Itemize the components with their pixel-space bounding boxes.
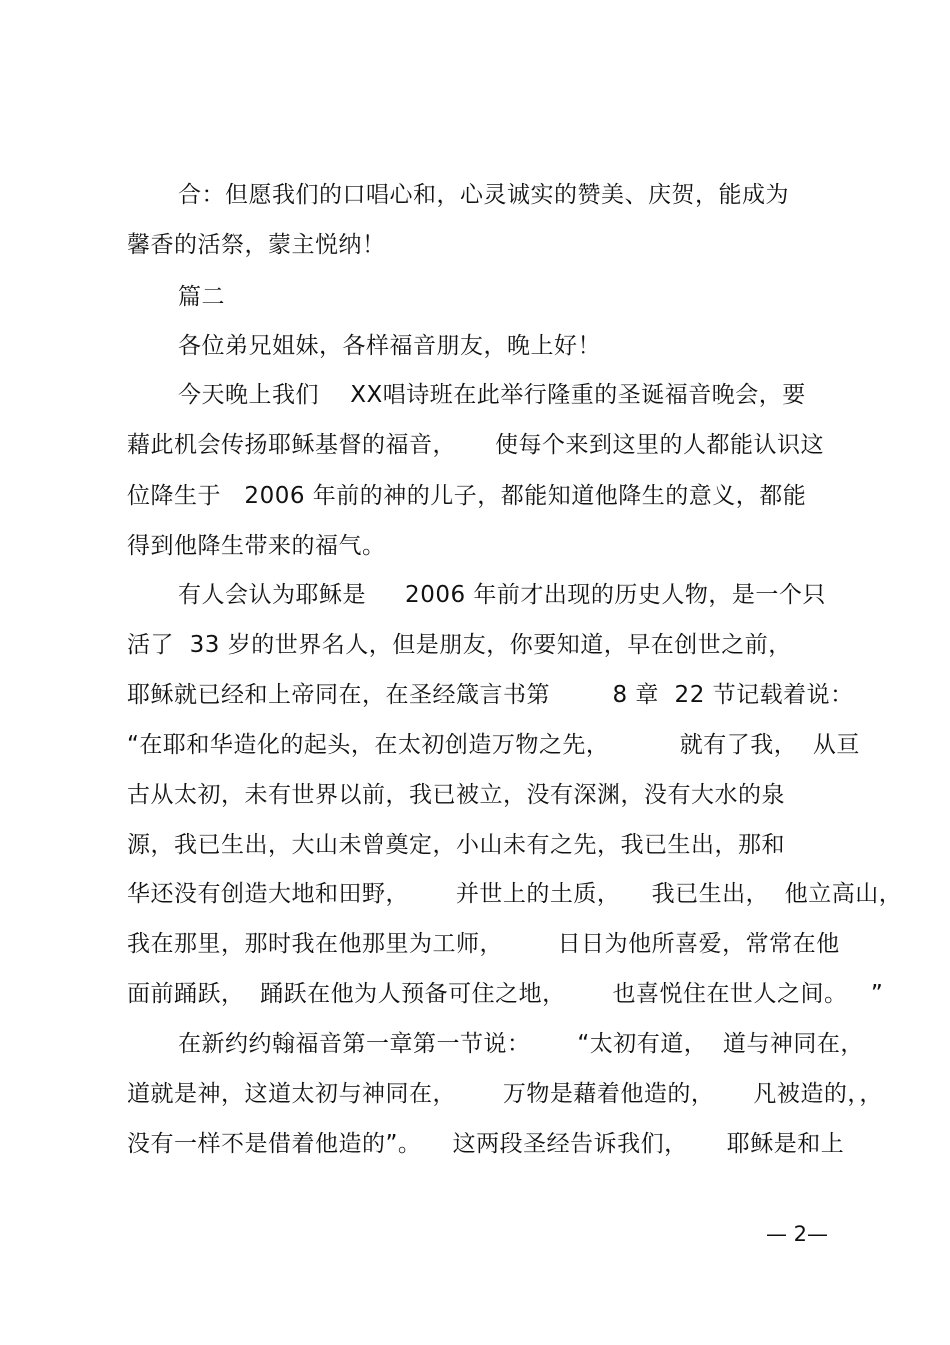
text-line: 得到他降生带来的福气。 bbox=[127, 533, 386, 559]
text-line: 藉此机会传扬耶稣基督的福音， 使每个来到这里的人都能认识这 bbox=[127, 432, 825, 458]
page-number: — 2— bbox=[765, 1222, 828, 1246]
text-line: “在耶和华造化的起头，在太初创造万物之先， 就有了我， 从亘 bbox=[127, 732, 860, 758]
text-line: 位降生于 2006 年前的神的儿子，都能知道他降生的意义，都能 bbox=[127, 483, 807, 509]
text-line: 合：但愿我们的口唱心和，心灵诚实的赞美、庆贺，能成为 bbox=[178, 182, 789, 208]
text-line: 华还没有创造大地和田野， 并世上的土质， 我已生出， 他立高山， bbox=[127, 881, 903, 907]
text-line: 今天晚上我们 XX唱诗班在此举行隆重的圣诞福音晚会，要 bbox=[178, 382, 806, 408]
text-line: 道就是神，这道太初与神同在， 万物是藉着他造的， 凡被造的，， bbox=[127, 1081, 883, 1107]
text-line: 在新约约翰福音第一章第一节说： “太初有道， 道与神同在， bbox=[178, 1031, 864, 1057]
section-heading: 篇二 bbox=[178, 284, 225, 310]
text-line: 源，我已生出，大山未曾奠定，小山未有之先，我已生出，那和 bbox=[127, 832, 785, 858]
text-line: 活了 33 岁的世界名人，但是朋友，你要知道，早在创世之前， bbox=[127, 632, 792, 658]
text-line: 耶稣就已经和上帝同在，在圣经箴言书第 8 章 22 节记载着说： bbox=[127, 682, 854, 708]
text-line: 没有一样不是借着他造的”。 这两段圣经告诉我们， 耶稣是和上 bbox=[127, 1131, 845, 1157]
text-line: 馨香的活祭，蒙主悦纳！ bbox=[127, 232, 386, 258]
text-line: 古从太初，未有世界以前，我已被立，没有深渊，没有大水的泉 bbox=[127, 782, 785, 808]
text-line: 有人会认为耶稣是 2006 年前才出现的历史人物，是一个只 bbox=[178, 582, 826, 608]
text-line: 面前踊跃， 踊跃在他为人预备可住之地， 也喜悦住在世人之间。 ” bbox=[127, 981, 884, 1007]
text-line: 我在那里，那时我在他那里为工师， 日日为他所喜爱，常常在他 bbox=[127, 931, 840, 957]
text-line: 各位弟兄姐妹，各样福音朋友，晚上好！ bbox=[178, 333, 601, 359]
